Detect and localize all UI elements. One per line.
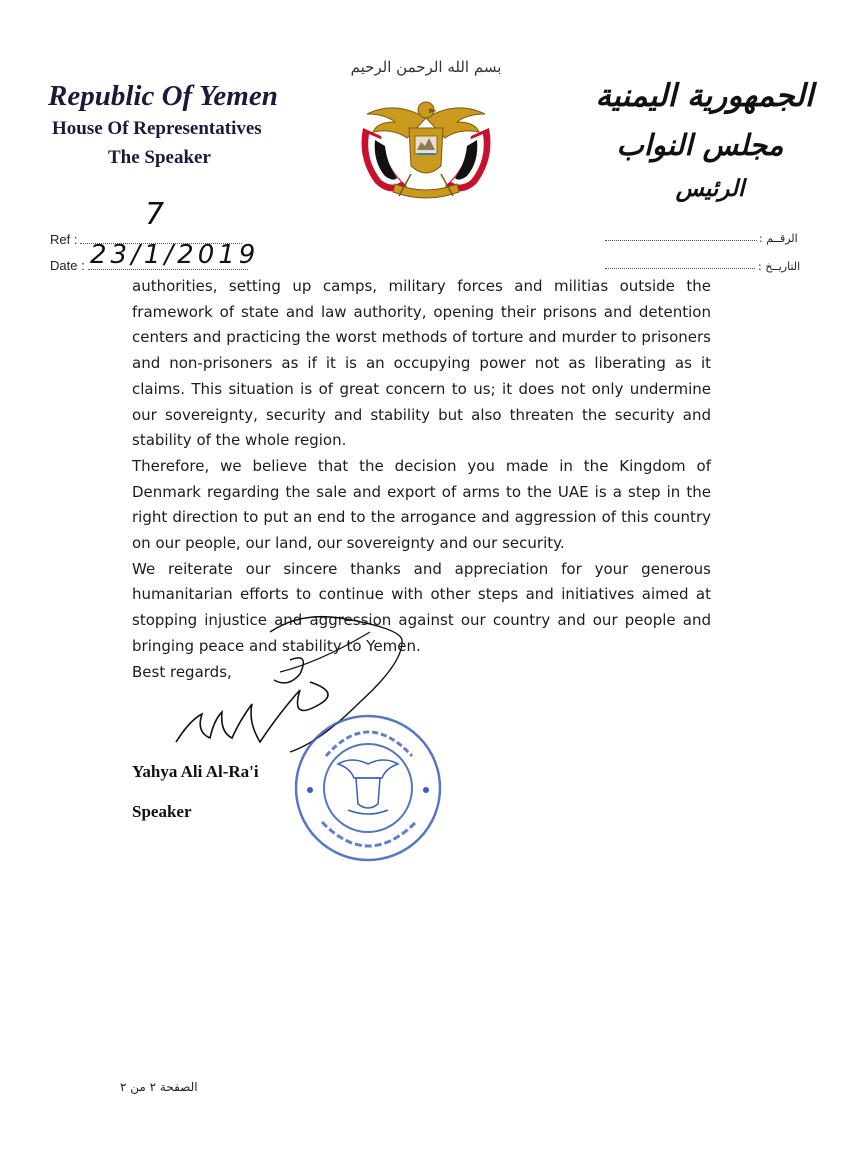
page-number: الصفحة ٢ من ٢ (120, 1080, 198, 1094)
header-en-house: House Of Representatives (52, 118, 262, 139)
ar-ref-label: الرقــم : (759, 232, 798, 245)
date-value: 23/1/2019 (90, 240, 260, 270)
ar-date-label: التاريــخ : (758, 260, 801, 273)
header-ar-house: مجلس النواب (616, 128, 784, 162)
ar-date-dotted-line (605, 268, 755, 269)
header-ar-speaker: الرئيس (675, 175, 745, 202)
header-en-title: Republic Of Yemen (48, 80, 278, 112)
body-paragraph: We reiterate our sincere thanks and appreciation for your generous humanitarian efforts to continue with other steps and initiatives aimed at stopping injustice and aggression against our country and our people and bringing peace and stability to Yemen. (132, 559, 711, 655)
header-ar-title: الجمهورية اليمنية (595, 78, 814, 114)
ref-value: 7 (145, 197, 165, 232)
date-label: Date : (50, 258, 85, 273)
closing-line: Best regards, (132, 662, 232, 681)
header-en-speaker: The Speaker (108, 147, 211, 168)
official-seal-stamp (292, 712, 444, 864)
yemen-emblem-icon (355, 88, 497, 203)
signatory-name: Yahya Ali Al-Ra'i (132, 762, 259, 781)
ar-ref-dotted-line (605, 240, 757, 241)
body-paragraph: authorities, setting up camps, military forces and militias outside the framework of state and law authority, opening their prisons and detention centers and practicing the worst methods of torture and murder to prisoners and non-prisoners as if it is an occupying power not as liberating as it claims. This situation is of great concern to us; it does not only undermine our sovereignty, security and stability but also threaten the security and stability of the whole region. (132, 277, 711, 450)
basmala-calligraphy: بسم الله الرحمن الرحيم (350, 58, 502, 76)
ref-label: Ref : (50, 232, 78, 247)
signatory-title: Speaker (132, 802, 192, 821)
body-paragraph: Therefore, we believe that the decision you made in the Kingdom of Denmark regarding the sale and export of arms to the UAE is a step in the right direction to put an end to the arrogance and aggression of this country on our people, our land, our sovereignty and our security. (132, 456, 711, 553)
